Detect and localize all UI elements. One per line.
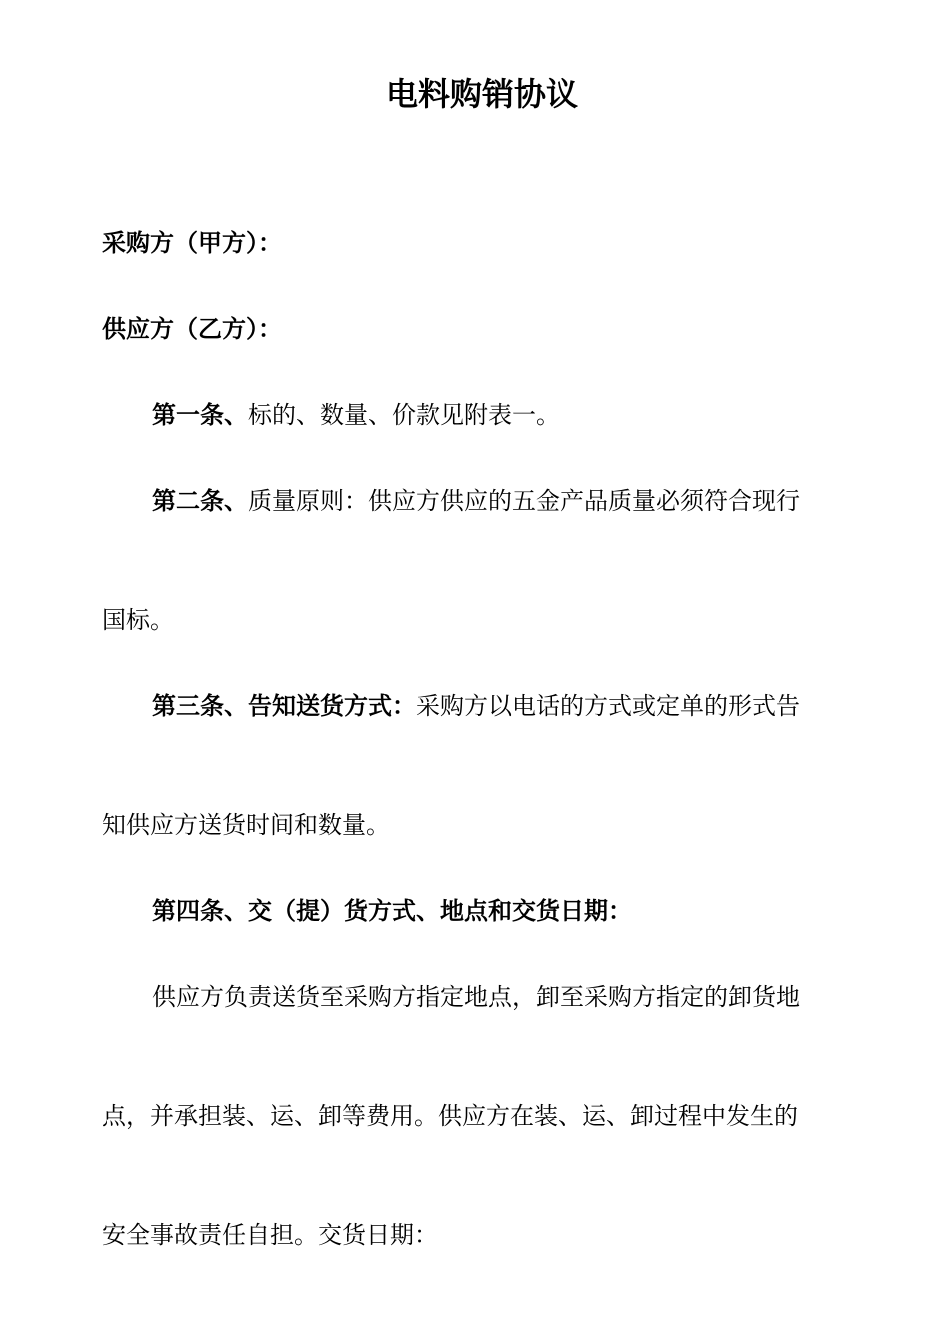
article-1 (152, 398, 560, 432)
article-4-para-line-1: 供应方负责送货至采购方指定地点，卸至采购方指定的卸货地 (152, 983, 800, 1011)
article-3-line-1 (152, 689, 800, 723)
article-2-line-1 (152, 484, 800, 518)
article-1-text: 标的、数量、价款见附表一。 (248, 401, 560, 429)
article-2-heading: 第二条、 (152, 487, 248, 515)
article-1-heading: 第一条、 (152, 401, 248, 429)
article-2-text-line-1: 质量原则：供应方供应的五金产品质量必须符合现行 (248, 487, 800, 515)
article-4-heading: 第四条、交（提）货方式、地点和交货日期： (152, 897, 632, 925)
article-3-heading: 第三条、告知送货方式： (152, 692, 416, 720)
article-4-para-line-2: 点，并承担装、运、卸等费用。供应方在装、运、卸过程中发生的 (102, 1102, 798, 1130)
article-3-line-2: 知供应方送货时间和数量。 (102, 811, 390, 839)
article-2-line-2: 国标。 (102, 606, 174, 634)
article-4-para-line-3: 安全事故责任自担。交货日期： (102, 1221, 438, 1249)
party-a-label: 采购方（甲方）： (102, 229, 282, 257)
article-3-text-line-1: 采购方以电话的方式或定单的形式告 (416, 692, 800, 720)
party-b-label: 供应方（乙方）： (102, 315, 282, 343)
document-title: 电料购销协议 (385, 75, 578, 113)
